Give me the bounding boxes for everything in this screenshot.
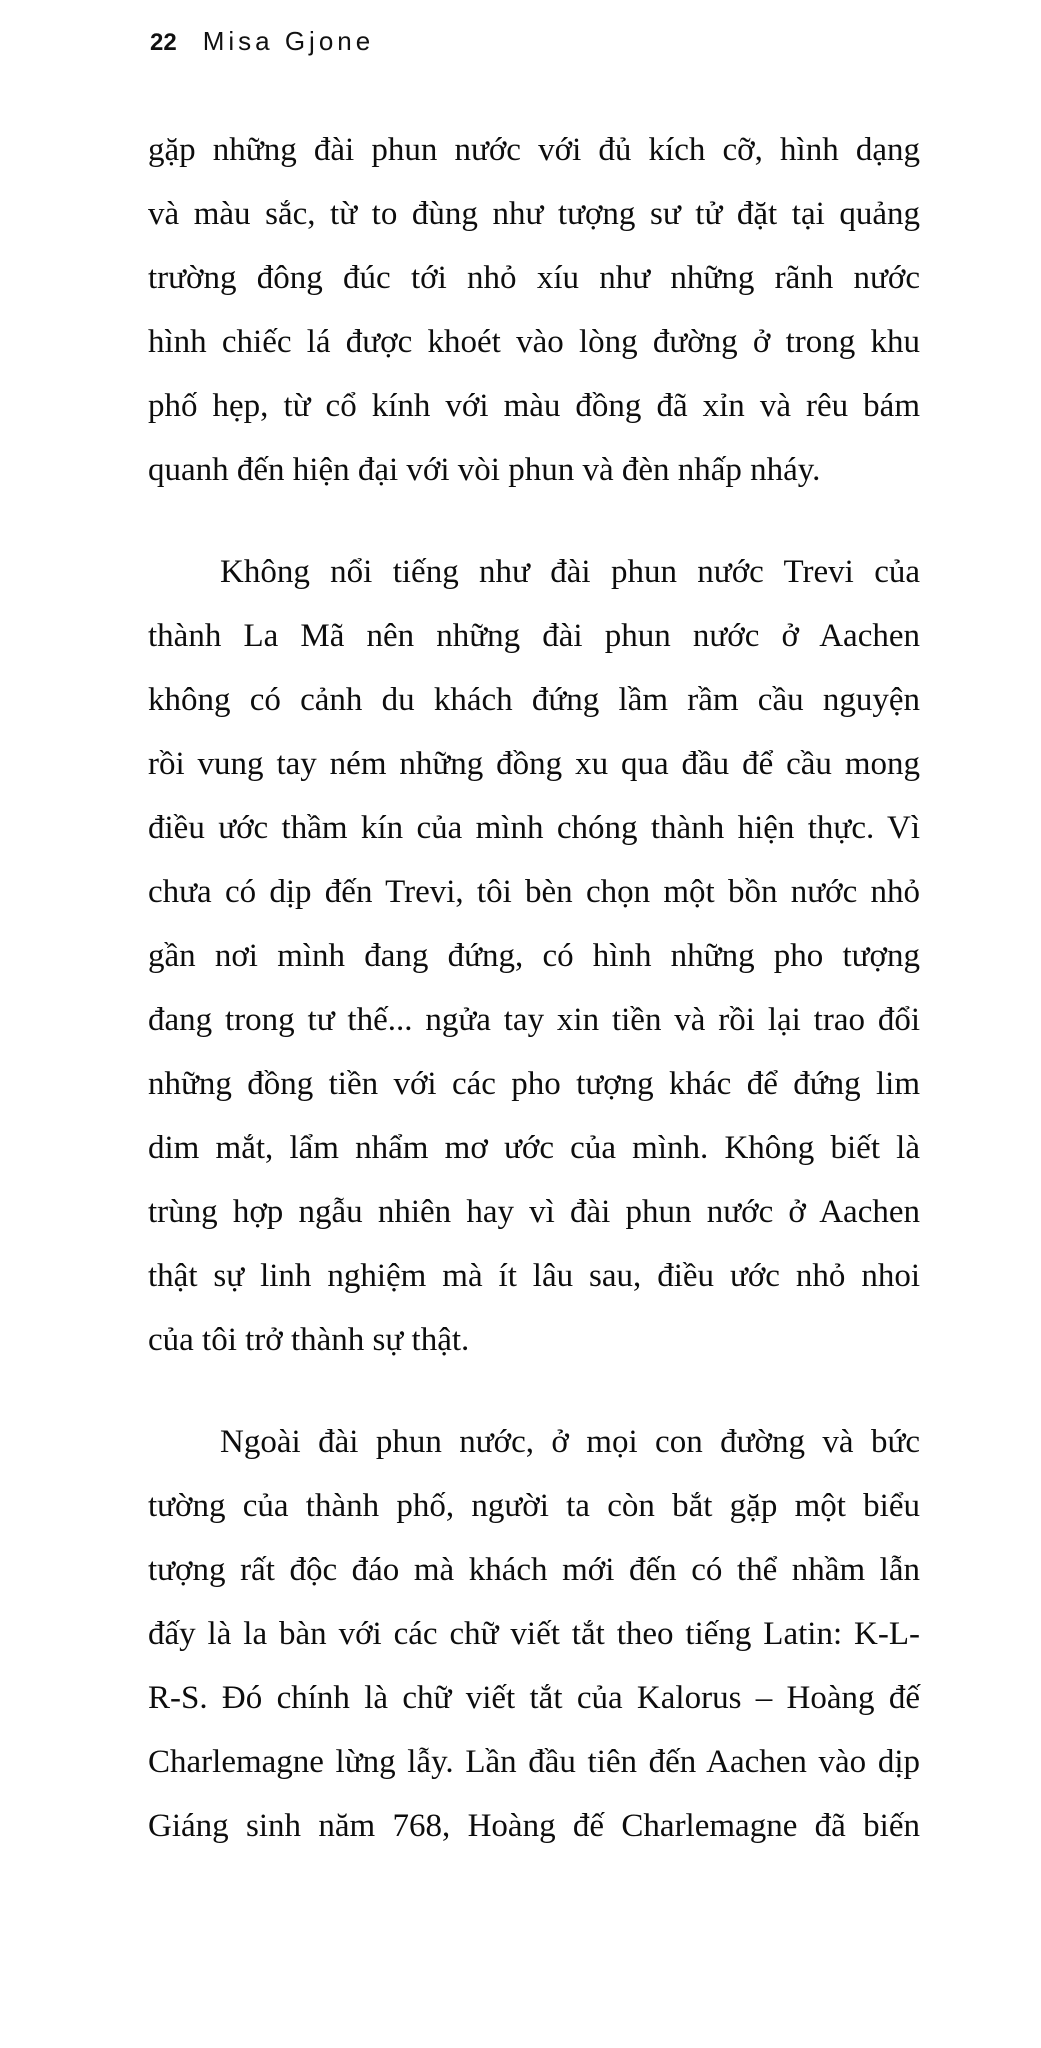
text-line: quanh đến hiện đại với vòi phun và đèn nhấp nháy. [148,452,821,488]
text-line: không có cảnh du khách đứng lầm rầm cầu nguyện [148,682,920,718]
author-name: Misa Gjone [202,26,375,56]
text-line: chưa có dịp đến Trevi, tôi bèn chọn một bồn nước nhỏ [148,874,920,910]
paragraph [148,1410,920,1858]
text-line: thật sự linh nghiệm mà ít lâu sau, điều ước nhỏ nhoi [148,1258,920,1294]
text-line: dim mắt, lẩm nhẩm mơ ước của mình. Không biết là [148,1130,920,1166]
text-line: Giáng sinh năm 768, Hoàng đế Charlemagne đã biến [148,1808,920,1844]
text-line: và màu sắc, từ to đùng như tượng sư tử đặt tại quảng [148,196,920,232]
paragraph [148,540,920,1372]
text-line: tường của thành phố, người ta còn bắt gặp một biểu [148,1488,920,1524]
text-line: hình chiếc lá được khoét vào lòng đường ở trong khu [148,324,920,360]
text-line: R-S. Đó chính là chữ viết tắt của Kalorus – Hoàng đế [148,1680,920,1716]
text-line: tượng rất độc đáo mà khách mới đến có thể nhầm lẫn [148,1552,920,1588]
text-line: rồi vung tay ném những đồng xu qua đầu để cầu mong [148,746,920,782]
text-line: đấy là la bàn với các chữ viết tắt theo tiếng Latin: K-L- [148,1616,920,1652]
running-header [150,26,374,57]
text-line: những đồng tiền với các pho tượng khác để đứng lim [148,1066,920,1102]
text-line: điều ước thầm kín của mình chóng thành hiện thực. Vì [148,810,920,846]
body-text [148,118,920,1896]
paragraph [148,118,920,502]
text-line: gặp những đài phun nước với đủ kích cỡ, hình dạng [148,132,920,168]
text-line: phố hẹp, từ cổ kính với màu đồng đã xỉn và rêu bám [148,388,920,424]
text-line: trường đông đúc tới nhỏ xíu như những rãnh nước [148,260,920,296]
text-line: gần nơi mình đang đứng, có hình những pho tượng [148,938,920,974]
text-line: trùng hợp ngẫu nhiên hay vì đài phun nước ở Aachen [148,1194,920,1230]
text-line: Ngoài đài phun nước, ở mọi con đường và bức [220,1424,920,1460]
text-line: của tôi trở thành sự thật. [148,1322,470,1358]
text-line: Không nổi tiếng như đài phun nước Trevi của [220,554,920,590]
text-line: thành La Mã nên những đài phun nước ở Aachen [148,618,920,654]
text-line: đang trong tư thế... ngửa tay xin tiền và rồi lại trao đổi [148,1002,920,1038]
page-number: 22 [150,29,177,56]
text-line: Charlemagne lừng lẫy. Lần đầu tiên đến Aachen vào dịp [148,1744,920,1780]
